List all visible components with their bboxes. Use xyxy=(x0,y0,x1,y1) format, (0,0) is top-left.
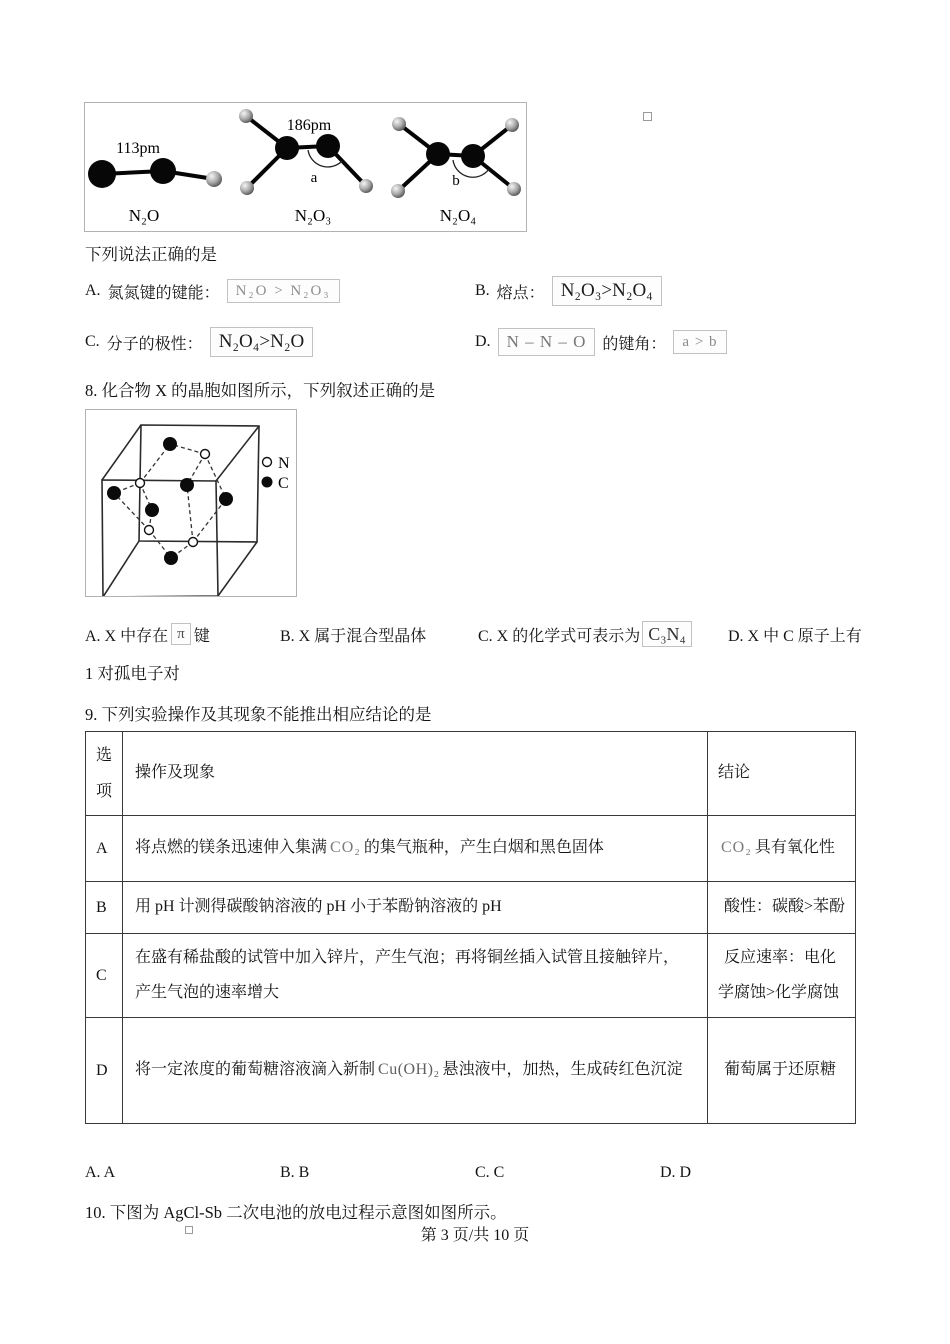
answer-option-a: A. A xyxy=(85,1164,116,1181)
option-text: B. X 属于混合型晶体 xyxy=(280,627,427,645)
option-label: D. xyxy=(475,333,491,350)
concl-text: 酸性：碳酸>苯酚 xyxy=(724,898,846,916)
molecule-figure xyxy=(84,102,527,232)
q7-stem: 下列说法正确的是 xyxy=(85,245,217,264)
page-footer: 第 3 页/共 10 页 xyxy=(420,1227,530,1244)
q8-option-d-continued: 1 对孤电子对 xyxy=(85,664,180,683)
legend xyxy=(262,455,291,492)
op-text: 将点燃的镁条迅速伸入集满 xyxy=(135,839,328,857)
option-label: C. xyxy=(85,333,100,350)
q8-stem: 8. 化合物 X 的晶胞如图所示，下列叙述正确的是 xyxy=(85,381,436,400)
answer-option-d: D. D xyxy=(660,1164,692,1181)
q9-table xyxy=(85,731,856,1124)
formula-box: N₂O₃>N₂O₄ xyxy=(552,276,662,306)
c-atom xyxy=(219,492,233,506)
molecule-figure-svg xyxy=(85,103,526,231)
row-conclusion xyxy=(708,934,856,1018)
header-conclusion: 结论 xyxy=(708,732,856,816)
formula-box: C₃N₄ xyxy=(642,621,692,648)
op-formula: Cu(OH)₂ xyxy=(378,1061,440,1079)
q8-option-d xyxy=(728,617,862,651)
formula-box: N₂O₄>N₂O xyxy=(210,327,313,357)
op-formula: CO₂ xyxy=(330,839,361,857)
row-operation xyxy=(123,882,708,934)
n-atom xyxy=(275,136,299,160)
concl-formula: CO₂ xyxy=(721,839,752,857)
n2o4-molecule xyxy=(391,117,521,225)
op-text: 悬浊液中，加热，生成砖红色沉淀 xyxy=(442,1061,683,1079)
angle-a-label: a xyxy=(310,170,318,186)
op-formula xyxy=(279,984,285,1001)
header-operation: 操作及现象 xyxy=(123,732,708,816)
option-text: 熔点： xyxy=(496,284,545,302)
table-header-row xyxy=(86,732,856,816)
molecule-name: N₂O xyxy=(128,206,160,225)
op-text: 的集气瓶种，产生白烟和黑色固体 xyxy=(363,839,604,857)
op-text: 在盛有稀盐酸的试管中加入锌片，产生气泡；再将铜丝插入试管且接触锌片，产生气泡的速率增大 xyxy=(135,949,680,1001)
q8-option-b xyxy=(280,617,426,651)
row-conclusion xyxy=(708,816,856,882)
formula-box: a > b xyxy=(673,330,726,355)
c-atom xyxy=(145,503,159,517)
o-atom xyxy=(206,171,222,187)
option-text: A. X 中存在 xyxy=(85,627,169,645)
option-text: C. X 的化学式可表示为 xyxy=(478,627,641,645)
n-atom xyxy=(426,142,450,166)
concl-text: 反应速率：电化学腐蚀>化学腐蚀 xyxy=(718,949,840,1001)
bond-length-label: 113pm xyxy=(116,140,160,157)
formula-box: N₂O > N₂O₃ xyxy=(227,279,340,304)
o-atom xyxy=(391,184,405,198)
legend-n-label: N xyxy=(278,455,290,472)
crystal-cell-svg xyxy=(86,410,296,596)
q7-option-b xyxy=(475,274,662,308)
o-atom xyxy=(507,182,521,196)
n-atom xyxy=(150,158,176,184)
table-row xyxy=(86,1018,856,1124)
concl-text: 具有氧化性 xyxy=(754,839,835,857)
row-operation xyxy=(123,816,708,882)
c-atom xyxy=(163,437,177,451)
q8-option-a xyxy=(85,617,210,651)
angle-b-label: b xyxy=(452,173,460,189)
option-label: A. xyxy=(85,282,101,299)
molecule-name: N₂O₃ xyxy=(294,206,332,225)
q7-option-a xyxy=(85,274,340,308)
op-formula xyxy=(502,898,508,915)
table-row xyxy=(86,882,856,934)
n2o-molecule xyxy=(88,140,222,225)
n-atom xyxy=(136,479,145,488)
o-atom xyxy=(359,179,373,193)
n-atom xyxy=(88,160,116,188)
row-id: D xyxy=(86,1018,123,1124)
op-text: 用 pH 计测得碳酸钠溶液的 pH 小于苯酚钠溶液的 pH xyxy=(135,898,502,916)
q9-answer-row xyxy=(0,1164,950,1188)
c-atom xyxy=(107,486,121,500)
o-atom xyxy=(505,118,519,132)
row-id: C xyxy=(86,934,123,1018)
row-operation xyxy=(123,1018,708,1124)
option-text: D. X 中 C 原子上有 xyxy=(728,627,862,645)
op-text: 将一定浓度的葡萄糖溶液滴入新制 xyxy=(135,1061,376,1079)
n-atom xyxy=(316,134,340,158)
row-operation xyxy=(123,934,708,1018)
table-row xyxy=(86,816,856,882)
q8-option-c xyxy=(478,617,692,651)
row-conclusion xyxy=(708,882,856,934)
option-text: 的键角： xyxy=(602,335,667,353)
n-atom xyxy=(145,526,154,535)
formula-box: π xyxy=(171,623,191,646)
unit-cell-cube xyxy=(102,425,259,596)
n2o3-molecule xyxy=(239,109,373,225)
table-row xyxy=(86,934,856,1018)
c-atom xyxy=(180,478,194,492)
row-id: B xyxy=(86,882,123,934)
n-atom xyxy=(201,450,210,459)
c-atom xyxy=(164,551,178,565)
o-atom xyxy=(239,109,253,123)
option-text: 键 xyxy=(193,627,210,645)
molecule-name: N₂O₄ xyxy=(439,206,477,225)
header-option: 选项 xyxy=(86,732,123,816)
q7-option-d xyxy=(475,325,727,359)
o-atom xyxy=(240,181,254,195)
option-text: 分子的极性： xyxy=(106,335,203,353)
q7-option-c xyxy=(85,325,313,359)
option-text: 氮氮键的键能： xyxy=(107,284,220,302)
answer-option-c: C. C xyxy=(475,1164,505,1181)
o-atom xyxy=(392,117,406,131)
formula-box: N – N – O xyxy=(498,328,596,355)
concl-text: 葡萄属于还原糖 xyxy=(724,1061,837,1079)
n-atom xyxy=(189,538,198,547)
n-atom xyxy=(461,144,485,168)
legend-c-label: C xyxy=(278,475,289,492)
option-label: B. xyxy=(475,282,490,299)
q10-stem: 10. 下图为 AgCl-Sb 二次电池的放电过程示意图如图所示。 xyxy=(85,1203,507,1222)
row-id: A xyxy=(86,816,123,882)
legend-c-icon xyxy=(262,477,273,488)
atoms xyxy=(107,437,233,565)
legend-n-icon xyxy=(263,458,272,467)
answer-option-b: B. B xyxy=(280,1164,310,1181)
artifact-square xyxy=(643,112,652,121)
crystal-cell-figure xyxy=(85,409,297,597)
bond-length-label: 186pm xyxy=(286,117,332,134)
q9-stem: 9. 下列实验操作及其现象不能推出相应结论的是 xyxy=(85,705,432,724)
row-conclusion xyxy=(708,1018,856,1124)
